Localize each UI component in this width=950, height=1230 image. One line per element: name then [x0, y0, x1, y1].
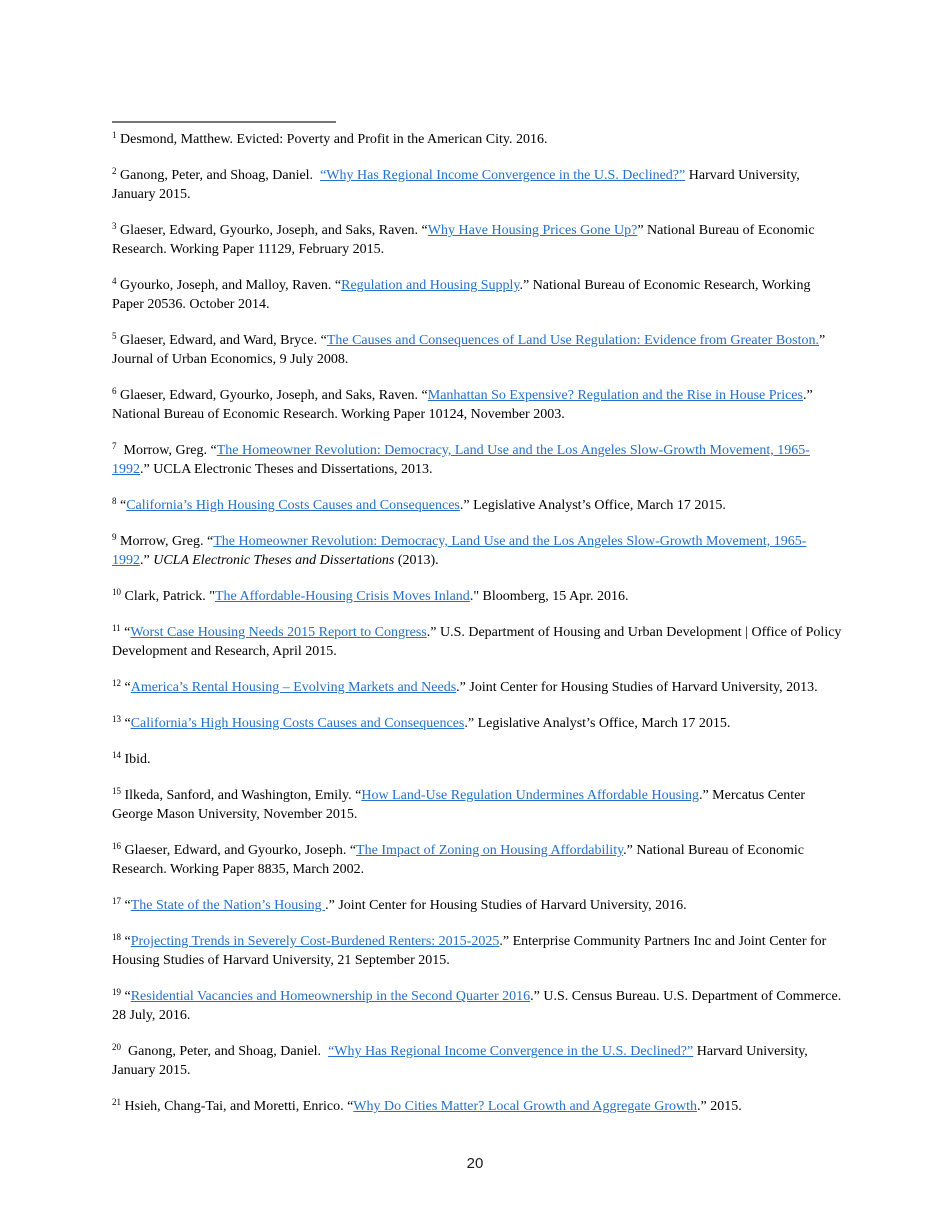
footnote-number: 3: [112, 221, 117, 231]
footnote-number: 5: [112, 331, 117, 341]
footnote-number: 16: [112, 841, 121, 851]
footnote-link[interactable]: “Why Has Regional Income Convergence in the U.S. Declined?”: [320, 168, 686, 183]
footnote-19: [112, 987, 845, 1025]
footnote-link[interactable]: The Homeowner Revolution: Democracy, Land Use and the Los Angeles Slow-Growth Movement, 1965-1992: [112, 443, 810, 477]
footnote-link[interactable]: California’s High Housing Costs Causes and Consequences: [130, 716, 465, 731]
footnote-link[interactable]: Residential Vacancies and Homeownership in the Second Quarter 2016: [130, 989, 531, 1004]
footnote-number: 11: [112, 623, 121, 633]
footnote-2: [112, 166, 842, 204]
footnote-number: 6: [112, 386, 117, 396]
footnote-link[interactable]: California’s High Housing Costs Causes and Consequences: [126, 498, 460, 513]
footnote-text: Ganong, Peter, and Shoag, Daniel.: [121, 1044, 329, 1059]
footnote-link[interactable]: How Land-Use Regulation Undermines Affordable Housing: [361, 788, 699, 803]
footnote-link[interactable]: The Impact of Zoning on Housing Affordability: [356, 843, 624, 858]
footnote-text: Ilkeda, Sanford, and Washington, Emily. “: [121, 788, 362, 803]
footnote-number: 17: [112, 896, 121, 906]
footnote-text: .” Mercatus Center George Mason University, November 2015.: [112, 788, 809, 822]
footnote-text: ” National Bureau of Economic Research. Working Paper 11129, February 2015.: [112, 223, 819, 257]
footnote-text: .” Legislative Analyst’s Office, March 17 2015.: [459, 498, 726, 513]
footnote-text: Desmond, Matthew. Evicted: Poverty and Profit in the American City. 2016.: [116, 132, 548, 147]
footnote-9: [112, 532, 842, 570]
footnote-15: [112, 786, 842, 824]
footnote-text: Glaeser, Edward, Gyourko, Joseph, and Saks, Raven. “: [116, 388, 428, 403]
footnote-11: [112, 623, 845, 661]
footnote-3: [112, 221, 842, 259]
footnote-16: [112, 841, 842, 879]
footnote-link[interactable]: Worst Case Housing Needs 2015 Report to Congress: [130, 625, 427, 640]
footnote-text: Glaeser, Edward, and Gyourko, Joseph. “: [121, 843, 357, 858]
footnote-text-italic: UCLA Electronic Theses and Dissertations: [153, 553, 395, 568]
footnote-number: 15: [112, 786, 121, 796]
footnote-5: [112, 331, 842, 369]
footnote-number: 12: [112, 678, 121, 688]
footnote-link[interactable]: Manhattan So Expensive? Regulation and the Rise in House Prices: [427, 388, 803, 403]
footnote-link[interactable]: “Why Has Regional Income Convergence in the U.S. Declined?”: [328, 1044, 694, 1059]
footnote-number: 2: [112, 166, 117, 176]
footnote-text: .” National Bureau of Economic Research. Working Paper 10124, November 2003.: [112, 388, 817, 422]
footnote-text: .” U.S. Census Bureau. U.S. Department of Commerce. 28 July, 2016.: [112, 989, 845, 1023]
footnote-21: [112, 1097, 842, 1116]
footnotes-section: [112, 130, 845, 1133]
footnote-number: 1: [112, 130, 117, 140]
footnote-text: Glaeser, Edward, Gyourko, Joseph, and Saks, Raven. “: [116, 223, 428, 238]
footnote-text: Harvard University, January 2015.: [112, 168, 804, 202]
footnote-text: Hsieh, Chang-Tai, and Moretti, Enrico. “: [121, 1099, 354, 1114]
footnote-text: .” Legislative Analyst’s Office, March 17 2015.: [464, 716, 731, 731]
footnote-text: .” Joint Center for Housing Studies of Harvard University, 2016.: [325, 898, 687, 913]
footnote-text: .”: [140, 553, 154, 568]
footnote-number: 13: [112, 714, 121, 724]
footnote-12: [112, 678, 842, 697]
footnote-8: [112, 496, 842, 515]
footnote-text: Morrow, Greg. “: [116, 443, 217, 458]
footnote-link[interactable]: The Affordable-Housing Crisis Moves Inland: [214, 589, 470, 604]
page-number: 20: [466, 1155, 484, 1172]
footnote-text: “: [116, 498, 127, 513]
footnote-number: 14: [112, 750, 121, 760]
footnote-text: ” Journal of Urban Economics, 9 July 2008.: [112, 333, 829, 367]
footnote-14: [112, 750, 842, 769]
footnote-link[interactable]: Why Do Cities Matter? Local Growth and Aggregate Growth: [353, 1099, 697, 1114]
footnote-text: Glaeser, Edward, and Ward, Bryce. “: [116, 333, 327, 348]
footnote-text: .” UCLA Electronic Theses and Dissertations, 2013.: [140, 462, 433, 477]
footnote-13: [112, 714, 842, 733]
footnote-number: 8: [112, 496, 117, 506]
footnote-separator: [112, 121, 336, 123]
footnote-text: .” Joint Center for Housing Studies of Harvard University, 2013.: [456, 680, 818, 695]
footnote-4: [112, 276, 842, 314]
footnote-text: Harvard University, January 2015.: [112, 1044, 812, 1078]
footnote-text: “: [121, 934, 131, 949]
footnote-text: “: [121, 898, 131, 913]
footnote-17: [112, 896, 842, 915]
footnote-number: 4: [112, 276, 117, 286]
footnote-number: 21: [112, 1097, 121, 1107]
footnote-text: “: [120, 625, 131, 640]
footnote-number: 10: [112, 587, 121, 597]
footnote-18: [112, 932, 842, 970]
footnote-link[interactable]: Projecting Trends in Severely Cost-Burdened Renters: 2015-2025: [130, 934, 500, 949]
footnote-text: .” 2015.: [696, 1099, 742, 1114]
footnote-text: Morrow, Greg. “: [116, 534, 214, 549]
footnote-text: .” National Bureau of Economic Research, Working Paper 20536. October 2014.: [112, 278, 814, 312]
footnote-text: .” National Bureau of Economic Research. Working Paper 8835, March 2002.: [112, 843, 808, 877]
footnote-6: [112, 386, 842, 424]
footnote-7: [112, 441, 842, 479]
footnote-text: “: [121, 716, 131, 731]
footnote-text: .” Enterprise Community Partners Inc and Joint Center for Housing Studies of Harvard University, 21 September 2015.: [112, 934, 830, 968]
footnote-text: Gyourko, Joseph, and Malloy, Raven. “: [116, 278, 342, 293]
footnote-number: 7: [112, 441, 117, 451]
footnote-20: [112, 1042, 842, 1080]
footnote-text: (2013).: [394, 553, 439, 568]
footnote-text: “: [121, 680, 131, 695]
footnote-link[interactable]: The Causes and Consequences of Land Use Regulation: Evidence from Greater Boston.: [326, 333, 820, 348]
footnote-link[interactable]: Regulation and Housing Supply: [341, 278, 520, 293]
footnote-number: 20: [112, 1042, 121, 1052]
footnote-10: [112, 587, 842, 606]
footnote-link[interactable]: Why Have Housing Prices Gone Up?: [427, 223, 638, 238]
footnote-text: .” U.S. Department of Housing and Urban Development | Office of Policy Development and Research, April 2015.: [112, 625, 845, 659]
footnote-number: 18: [112, 932, 121, 942]
footnote-number: 19: [112, 987, 121, 997]
footnote-1: [112, 130, 842, 149]
footnote-text: ." Bloomberg, 15 Apr. 2016.: [469, 589, 629, 604]
footnote-link[interactable]: America’s Rental Housing – Evolving Markets and Needs: [130, 680, 457, 695]
footnote-text: Clark, Patrick. ": [121, 589, 215, 604]
footnote-link[interactable]: The Homeowner Revolution: Democracy, Land Use and the Los Angeles Slow-Growth Movement, 1965-1992: [112, 534, 807, 568]
footnote-link[interactable]: The State of the Nation’s Housing: [130, 898, 326, 913]
footnote-text: Ibid.: [121, 752, 151, 767]
footnote-text: “: [121, 989, 131, 1004]
footnote-number: 9: [112, 532, 117, 542]
footnote-text: Ganong, Peter, and Shoag, Daniel.: [116, 168, 321, 183]
